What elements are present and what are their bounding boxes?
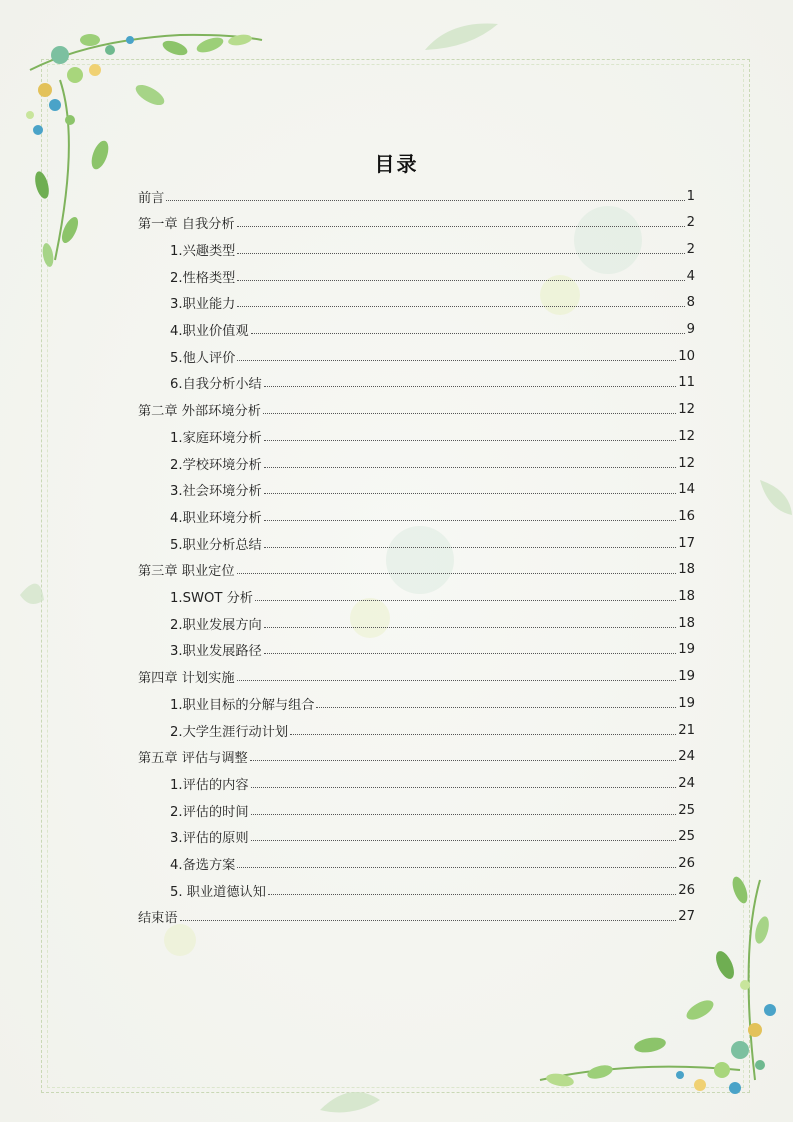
toc-entry-label: 1.家庭环境分析: [170, 430, 262, 446]
page-title: 目录: [374, 152, 419, 176]
toc-entry[interactable]: [138, 664, 695, 690]
toc-entry-label: 第四章 计划实施: [138, 671, 235, 687]
toc-leader-dots: [250, 759, 677, 761]
toc-leader-dots: [166, 199, 684, 201]
toc-entry[interactable]: [138, 557, 695, 583]
toc-entry-page-number: 4: [686, 268, 695, 284]
toc-entry-page-number: 17: [678, 535, 695, 551]
toc-entry[interactable]: [170, 824, 695, 850]
toc-entry-label: 6.自我分析小结: [170, 377, 262, 393]
toc-leader-dots: [263, 412, 676, 414]
toc-entry[interactable]: [170, 717, 695, 743]
toc-entry[interactable]: [170, 423, 695, 449]
toc-entry-page-number: 16: [678, 508, 695, 524]
toc-leader-dots: [264, 385, 677, 387]
toc-entry[interactable]: [138, 210, 695, 236]
toc-leader-dots: [237, 359, 676, 361]
toc-entry-page-number: 2: [686, 241, 695, 257]
toc-leader-dots: [180, 919, 677, 921]
toc-entry-page-number: 19: [678, 695, 695, 711]
toc-leader-dots: [264, 652, 677, 654]
toc-entry-label: 2.大学生涯行动计划: [170, 724, 289, 740]
toc-entry-label: 3.职业发展路径: [170, 644, 262, 660]
toc-leader-dots: [251, 839, 677, 841]
toc-entry-label: 结束语: [138, 911, 178, 927]
toc-entry[interactable]: [170, 690, 695, 716]
toc-entry[interactable]: [170, 343, 695, 369]
toc-entry-label: 2.学校环境分析: [170, 457, 262, 473]
toc-entry-page-number: 27: [678, 909, 695, 925]
toc-leader-dots: [316, 706, 676, 708]
toc-entry-label: 4.职业价值观: [170, 324, 249, 339]
toc-entry-page-number: 11: [678, 375, 695, 391]
toc-entry-label: 5.他人评价: [170, 350, 236, 366]
toc-entry[interactable]: [170, 770, 695, 796]
toc-entry[interactable]: [170, 797, 695, 823]
toc-entry-label: 1.兴趣类型: [170, 243, 236, 259]
toc-entry[interactable]: [170, 450, 695, 476]
toc-entry-label: 第一章 自我分析: [138, 217, 235, 233]
toc-leader-dots: [251, 332, 685, 334]
toc-entry-page-number: 24: [678, 775, 695, 791]
toc-entry[interactable]: [170, 317, 695, 343]
toc-leader-dots: [251, 786, 677, 788]
toc-entry[interactable]: [170, 530, 695, 556]
toc-entry-label: 1.职业目标的分解与组合: [170, 697, 315, 713]
toc-entry-page-number: 1: [686, 188, 695, 204]
toc-entry[interactable]: [170, 370, 695, 396]
toc-entry[interactable]: [170, 637, 695, 663]
toc-entry[interactable]: [170, 477, 695, 503]
toc-entry-label: 第二章 外部环境分析: [138, 404, 261, 420]
toc-entry-page-number: 26: [678, 856, 695, 871]
toc-leader-dots: [264, 626, 677, 628]
toc-entry-page-number: 12: [678, 455, 695, 471]
toc-leader-dots: [237, 866, 676, 868]
toc-entry-page-number: 18: [678, 589, 695, 604]
toc-entry[interactable]: [170, 610, 695, 636]
toc-leader-dots: [237, 305, 684, 307]
toc-leader-dots: [251, 813, 677, 815]
toc-entry[interactable]: [170, 877, 695, 903]
toc-entry-label: 1.SWOT 分析: [170, 591, 253, 606]
toc-entry[interactable]: [170, 290, 695, 316]
toc-entry-label: 2.评估的时间: [170, 804, 249, 820]
toc-entry-label: 1.评估的内容: [170, 777, 249, 793]
toc-entry-page-number: 14: [678, 482, 695, 498]
toc-entry-label: 3.评估的原则: [170, 831, 249, 847]
toc-entry-label: 2.性格类型: [170, 270, 236, 286]
toc-entry-label: 第三章 职业定位: [138, 564, 235, 580]
toc-leader-dots: [264, 546, 677, 548]
toc-entry[interactable]: [138, 183, 695, 209]
toc-entry-page-number: 24: [678, 749, 695, 765]
toc-leader-dots: [268, 893, 676, 895]
toc-leader-dots: [237, 252, 684, 254]
toc-leader-dots: [237, 279, 684, 281]
toc-entry-label: 2.职业发展方向: [170, 617, 262, 633]
toc-entry-label: 5.职业分析总结: [170, 537, 262, 553]
toc-entry[interactable]: [170, 503, 695, 529]
toc-entry-page-number: 25: [678, 802, 695, 818]
toc-entry-label: 3.社会环境分析: [170, 484, 262, 500]
toc-entry-label: 4.职业环境分析: [170, 510, 262, 526]
toc-entry[interactable]: [138, 397, 695, 423]
toc-entry[interactable]: [170, 584, 695, 610]
toc-entry-page-number: 9: [686, 322, 695, 337]
toc-leader-dots: [237, 572, 677, 574]
toc-entry[interactable]: [170, 236, 695, 262]
toc-leader-dots: [237, 679, 677, 681]
toc-leader-dots: [290, 733, 676, 735]
toc-entry-label: 前言: [138, 190, 165, 206]
toc-entry[interactable]: [138, 744, 695, 770]
toc-entry-label: 3.职业能力: [170, 297, 236, 313]
toc-entry-label: 第五章 评估与调整: [138, 751, 248, 767]
toc-entry-page-number: 2: [686, 215, 695, 231]
toc-leader-dots: [264, 519, 677, 521]
toc-leader-dots: [255, 599, 676, 601]
toc-entry-page-number: 12: [678, 428, 695, 444]
toc-leader-dots: [264, 466, 677, 468]
toc-entry-page-number: 21: [678, 722, 695, 738]
toc-entry[interactable]: [170, 263, 695, 289]
toc-entry-page-number: 18: [678, 615, 695, 631]
toc-entry-page-number: 18: [678, 562, 695, 578]
toc-entry-label: 4.备选方案: [170, 858, 236, 873]
toc-entry-page-number: 10: [678, 348, 695, 364]
toc-entry-page-number: 8: [686, 295, 695, 311]
toc-entry-page-number: 26: [678, 882, 695, 898]
toc-leader-dots: [264, 492, 677, 494]
toc-leader-dots: [264, 439, 677, 441]
toc-entry-page-number: 12: [678, 402, 695, 418]
toc-entry-page-number: 25: [678, 829, 695, 845]
toc-entry-page-number: 19: [678, 669, 695, 685]
toc-entry[interactable]: [138, 904, 695, 930]
toc-entry[interactable]: [170, 851, 695, 877]
toc-leader-dots: [237, 225, 685, 227]
toc-entry-page-number: 19: [678, 642, 695, 658]
toc-entry-label: 5. 职业道德认知: [170, 884, 266, 900]
